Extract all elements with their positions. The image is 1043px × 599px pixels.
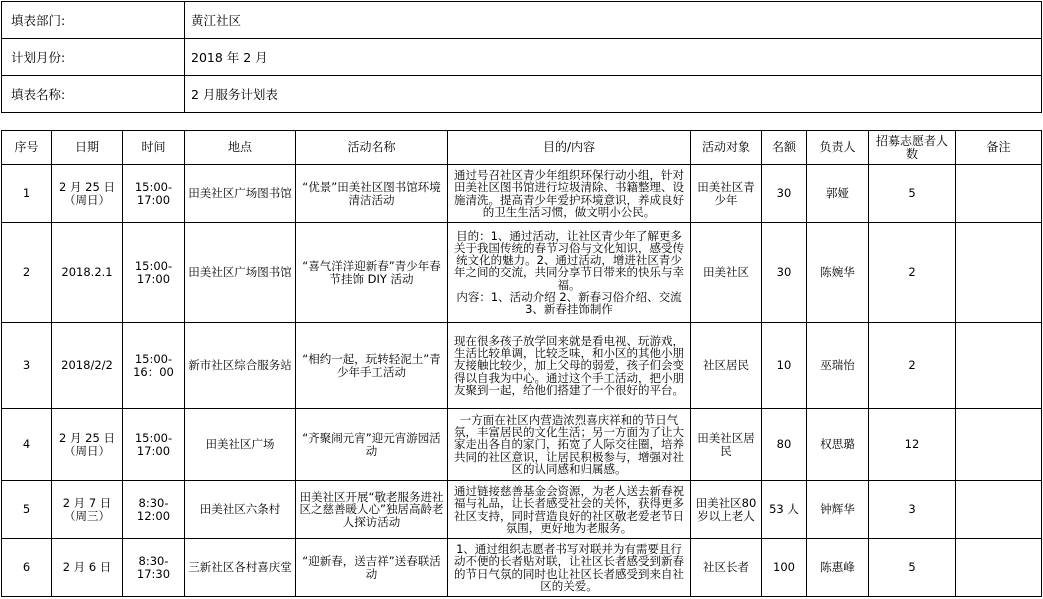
cell-quota: 80 (762, 409, 807, 481)
cell-target: 田美社区居民 (691, 409, 762, 481)
cell-time: 15:00-17:00 (123, 223, 185, 323)
cell-leader: 陈婉华 (807, 223, 869, 323)
col-header-no: 序号 (2, 131, 52, 165)
cell-content: 现在很多孩子放学回来就是看电视、玩游戏，生活比较单调，比较乏味，和小区的其他小朋友接触比较少，加上父母的弱爱，孩子们会变得以自我为中心。通过这个手工活动，把小朋友聚到一起，给他们搭建了一个很好的平台。 (448, 323, 691, 409)
cell-volunteers: 12 (869, 409, 956, 481)
cell-no: 6 (2, 539, 52, 597)
table-header-row (2, 131, 1042, 165)
cell-place: 三新社区各村喜庆堂 (185, 539, 296, 597)
cell-date: 2 月 25 日（周日） (52, 409, 123, 481)
col-header-leader: 负责人 (807, 131, 869, 165)
cell-target: 社区居民 (691, 323, 762, 409)
cell-date: 2 月 7 日（周三） (52, 481, 123, 539)
cell-volunteers: 5 (869, 539, 956, 597)
cell-note (956, 323, 1042, 409)
col-header-volunteers: 招募志愿者人数 (869, 131, 956, 165)
cell-leader: 陈惠峰 (807, 539, 869, 597)
month-value: 2018 年 2 月 (185, 39, 1042, 76)
cell-leader: 郭娅 (807, 165, 869, 223)
cell-place: 田美社区广场图书馆 (185, 165, 296, 223)
cell-activity: “相约一起，玩转轻泥土”青少年手工活动 (296, 323, 448, 409)
cell-activity: “齐聚闹元宵”迎元宵游园活动 (296, 409, 448, 481)
cell-activity: “优景”田美社区图书馆环境清洁活动 (296, 165, 448, 223)
table-row (2, 409, 1042, 481)
col-header-date: 日期 (52, 131, 123, 165)
cell-volunteers: 2 (869, 223, 956, 323)
cell-no: 3 (2, 323, 52, 409)
cell-time: 8:30-17:30 (123, 539, 185, 597)
cell-content: 一方面在社区内营造浓烈喜庆祥和的节日气氛，丰富居民的文化生活；另一方面为了让大家走出各自的家门，拓宽了人际交往圈，培养共同的社区意识，让居民积极参与，增强对社区的认同感和归属感。 (448, 409, 691, 481)
cell-place: 新市社区综合服务站 (185, 323, 296, 409)
cell-quota: 30 (762, 223, 807, 323)
month-label: 计划月份: (2, 39, 185, 76)
cell-place: 田美社区广场 (185, 409, 296, 481)
header-info-table (1, 1, 1042, 113)
cell-content: 通过号召社区青少年组织环保行动小组，针对田美社区图书馆进行垃圾清除、书籍整理、设施清洗。提高青少年爱护环境意识，养成良好的卫生生活习惯，做文明小公民。 (448, 165, 691, 223)
cell-no: 2 (2, 223, 52, 323)
cell-activity: “迎新春，送吉祥”送春联活动 (296, 539, 448, 597)
cell-date: 2018/2/2 (52, 323, 123, 409)
cell-time: 15:00-17:00 (123, 409, 185, 481)
table-row (2, 165, 1042, 223)
table-row (2, 223, 1042, 323)
cell-quota: 10 (762, 323, 807, 409)
header-row-month (2, 39, 1042, 76)
service-plan-table (1, 130, 1042, 597)
cell-activity: 田美社区开展“敬老服务进社区之慈善暖人心”独居高龄老人探访活动 (296, 481, 448, 539)
col-header-target: 活动对象 (691, 131, 762, 165)
table-row (2, 323, 1042, 409)
cell-quota: 53 人 (762, 481, 807, 539)
cell-place: 田美社区六条村 (185, 481, 296, 539)
dept-value: 黄江社区 (185, 2, 1042, 39)
cell-volunteers: 2 (869, 323, 956, 409)
cell-target: 田美社区80 岁以上老人 (691, 481, 762, 539)
header-row-dept (2, 2, 1042, 39)
col-header-place: 地点 (185, 131, 296, 165)
cell-note (956, 223, 1042, 323)
col-header-time: 时间 (123, 131, 185, 165)
cell-content: 1、通过组织志愿者书写对联并为有需要且行动不便的长者贴对联，让社区长者感受到新春的节日气氛的同时也让社区长者感受到来自社区的关爱。 (448, 539, 691, 597)
cell-activity: “喜气洋洋迎新春”青少年春节挂饰 DIY 活动 (296, 223, 448, 323)
cell-no: 1 (2, 165, 52, 223)
cell-time: 8:30-12:00 (123, 481, 185, 539)
cell-target: 社区长者 (691, 539, 762, 597)
cell-date: 2 月 6 日 (52, 539, 123, 597)
cell-date: 2018.2.1 (52, 223, 123, 323)
cell-volunteers: 3 (869, 481, 956, 539)
cell-time: 15:00-17:00 (123, 165, 185, 223)
col-header-note: 备注 (956, 131, 1042, 165)
form-name-label: 填表名称: (2, 76, 185, 113)
cell-note (956, 539, 1042, 597)
col-header-content: 目的/内容 (448, 131, 691, 165)
cell-content: 通过链接慈善基金会资源，为老人送去新春祝福与礼品，让长者感受社会的关怀，获得更多社区支持，同时营造良好的社区敬老爱老节日氛围，更好地为老服务。 (448, 481, 691, 539)
cell-no: 5 (2, 481, 52, 539)
cell-leader: 巫瑞怡 (807, 323, 869, 409)
table-row (2, 481, 1042, 539)
cell-note (956, 165, 1042, 223)
cell-content: 目的：1、通过活动，让社区青少年了解更多关于我国传统的春节习俗与文化知识，感受传统文化的魅力。2、通过活动，增进社区青少年之间的交流，共同分享节日带来的快乐与幸福。 内容：1、活动介绍 2、新春习俗介绍、交流 3、新春挂饰制作 (448, 223, 691, 323)
cell-date: 2 月 25 日（周日） (52, 165, 123, 223)
col-header-quota: 名额 (762, 131, 807, 165)
cell-quota: 30 (762, 165, 807, 223)
cell-note (956, 481, 1042, 539)
cell-place: 田美社区广场图书馆 (185, 223, 296, 323)
cell-volunteers: 5 (869, 165, 956, 223)
col-header-activity: 活动名称 (296, 131, 448, 165)
cell-target: 田美社区青少年 (691, 165, 762, 223)
cell-time: 15:00-16：00 (123, 323, 185, 409)
cell-leader: 权思璐 (807, 409, 869, 481)
cell-quota: 100 (762, 539, 807, 597)
cell-leader: 钟辉华 (807, 481, 869, 539)
cell-note (956, 409, 1042, 481)
table-row (2, 539, 1042, 597)
form-name-value: 2 月服务计划表 (185, 76, 1042, 113)
cell-target: 田美社区 (691, 223, 762, 323)
dept-label: 填表部门: (2, 2, 185, 39)
cell-no: 4 (2, 409, 52, 481)
header-row-name (2, 76, 1042, 113)
